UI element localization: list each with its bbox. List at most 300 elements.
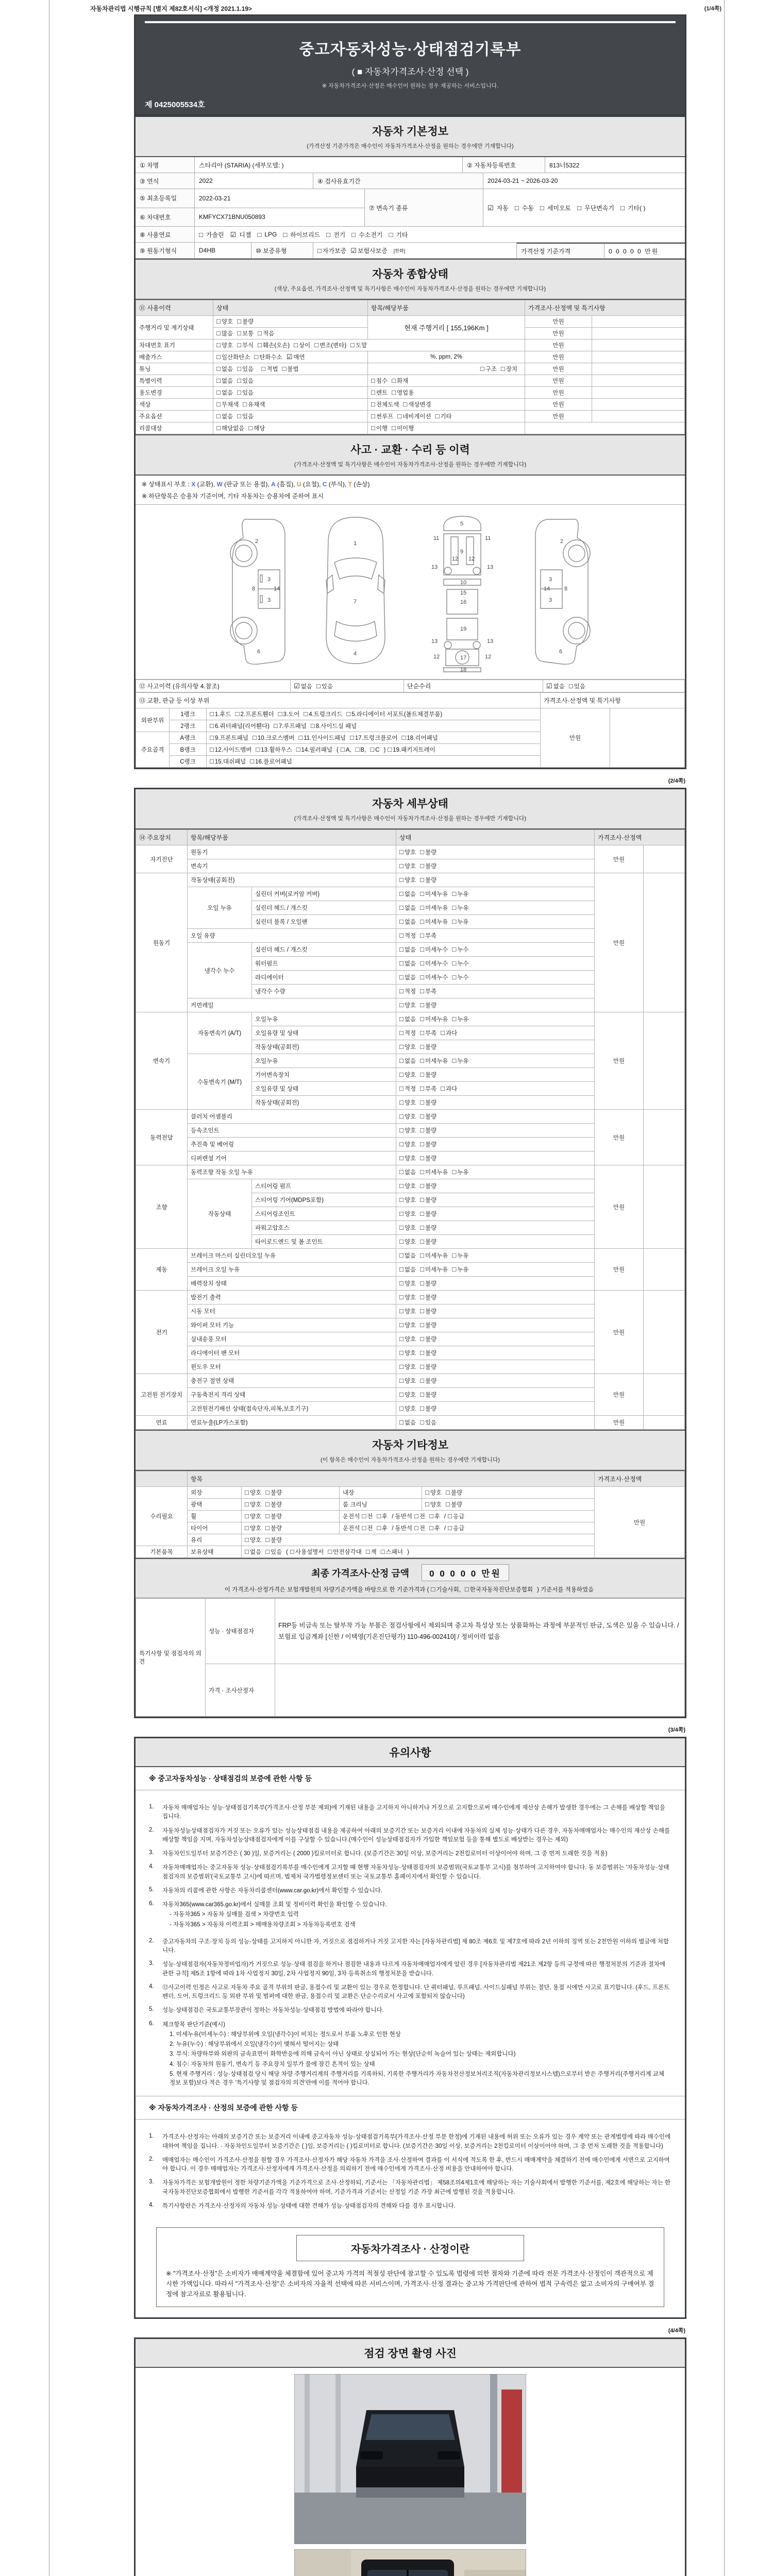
checkbox-icon[interactable]: □ — [540, 204, 544, 212]
part-label: 작동상태(공회전) — [252, 1040, 396, 1054]
checkbox-icon[interactable]: □ — [452, 890, 457, 897]
part-label: 라디에이터 — [252, 971, 396, 985]
panel-number: 12 — [468, 556, 475, 562]
checkbox-icon[interactable]: □ — [420, 931, 424, 939]
checkbox-icon[interactable]: □ — [425, 1488, 429, 1496]
checkbox-icon[interactable]: □ — [420, 1321, 424, 1329]
panel-number: 12 — [433, 654, 440, 660]
special-history-checkboxes — [213, 375, 368, 387]
checkbox-icon[interactable]: □ — [420, 1363, 424, 1370]
checkbox-icon[interactable]: □ — [237, 388, 241, 396]
photo-header — [136, 2339, 685, 2368]
inspection-period-value: 2024-03-21 ~ 2026-03-20 — [488, 177, 558, 184]
detail-header — [136, 789, 685, 829]
checkbox-icon[interactable]: □ — [371, 400, 375, 408]
checkbox-icon[interactable]: □ — [258, 329, 262, 337]
notice-subitem: 1. 미세누유(미세누수) : 해당부위에 오일(냉각수)이 비치는 정도로서 부품 노후로 인한 현상 — [170, 2031, 401, 2038]
checkbox-icon[interactable]: □ — [261, 365, 266, 372]
checkbox-icon[interactable]: □ — [237, 329, 241, 337]
checkbox-icon[interactable]: □ — [429, 1524, 433, 1532]
checkbox-icon[interactable]: □ — [397, 412, 402, 420]
checkbox-label: 가솔린 — [206, 231, 224, 239]
checkbox-icon[interactable]: □ — [399, 1140, 404, 1148]
checkbox-icon[interactable]: □ — [245, 1512, 249, 1520]
checkbox-icon[interactable]: □ — [265, 1548, 270, 1555]
state-code-letter: T — [348, 481, 352, 488]
checkbox-icon[interactable]: □ — [420, 1210, 424, 1217]
part-label: 오일유량 및 상태 — [252, 1026, 396, 1040]
checkbox-icon[interactable]: □ — [420, 1224, 424, 1231]
checkbox-label: LPG — [264, 231, 277, 238]
checkbox-icon[interactable]: □ — [420, 1279, 424, 1287]
checkbox-icon[interactable]: □ — [399, 931, 404, 939]
checkbox-icon[interactable]: □ — [210, 722, 214, 730]
checkbox-icon[interactable]: □ — [399, 1084, 404, 1092]
checkbox-label: 불량 — [270, 1526, 282, 1532]
notice-list-2 — [136, 1938, 685, 2096]
checkbox-icon[interactable]: □ — [210, 710, 214, 718]
checkbox-icon[interactable]: □ — [265, 1536, 270, 1544]
checkbox-icon[interactable]: □ — [420, 1071, 424, 1078]
checkbox-icon[interactable]: □ — [414, 1512, 418, 1520]
checkbox-icon[interactable]: □ — [452, 1251, 457, 1259]
checkbox-icon[interactable]: □ — [399, 1377, 404, 1384]
inline-text: 운전석 — [343, 1514, 360, 1520]
checkbox-icon[interactable]: □ — [577, 204, 581, 212]
checkbox-icon[interactable]: □ — [399, 1126, 404, 1134]
checkbox-icon[interactable]: □ — [278, 710, 282, 718]
checkbox-icon[interactable]: □ — [420, 876, 424, 884]
checkbox-icon[interactable]: □ — [257, 230, 262, 239]
checkbox-icon[interactable]: □ — [346, 710, 351, 718]
checkbox-icon[interactable]: □ — [310, 722, 315, 730]
checkbox-icon[interactable]: □ — [314, 341, 319, 349]
checkbox-icon[interactable]: □ — [392, 388, 396, 396]
checkbox-icon[interactable]: □ — [362, 1524, 366, 1532]
checkbox-icon[interactable]: □ — [377, 1524, 381, 1532]
inline-text: 운전석 — [343, 1526, 360, 1532]
fuel-type-checkboxes — [195, 227, 685, 242]
opinion-label: 특기사항 및 점검자의 의견 — [136, 1599, 206, 1717]
checkbox-icon[interactable]: □ — [399, 904, 404, 911]
price-unit: 만원 — [525, 399, 592, 411]
notice-item-text: 자동차 매매업자는 성능·상태점검기록부(가격조사·산정 부분 제외)에 기재된 내용을 고지하지 아니하거나 거짓으로 고지함으로써 매수인에게 재산상 손해가 발생한 경우에는 그 손해를 배상할 책임을 집니다. — [162, 1805, 665, 1820]
checkbox-icon[interactable]: □ — [420, 848, 424, 856]
checkbox-icon[interactable]: □ — [420, 1126, 424, 1134]
part-label: 스티어링 펌프 — [252, 1179, 396, 1193]
checkbox-icon[interactable]: □ — [420, 1015, 424, 1023]
checkbox-icon[interactable]: □ — [420, 904, 424, 911]
checkbox-icon[interactable]: □ — [290, 1548, 294, 1555]
checkbox-icon[interactable]: □ — [237, 377, 241, 384]
checkbox-icon[interactable]: □ — [399, 1210, 404, 1217]
checkbox-icon[interactable]: □ — [452, 1015, 457, 1023]
checkbox-icon[interactable]: □ — [399, 1112, 404, 1120]
inline-text: / — [444, 1514, 446, 1520]
checkbox-icon[interactable]: □ — [420, 1029, 424, 1037]
checkbox-icon[interactable]: □ — [399, 959, 404, 967]
checkbox-icon[interactable]: □ — [399, 1404, 404, 1412]
basic-info-subtitle: (가격산정 기준가격은 매수인이 자동차가격조사·산정을 원하는 경우에만 기재합니다) — [307, 143, 514, 149]
checkbox-icon[interactable]: □ — [420, 1293, 424, 1301]
checkbox-label: 부식 — [242, 343, 254, 349]
panel-number: 18 — [460, 667, 467, 673]
checkbox-icon[interactable]: □ — [355, 745, 360, 753]
checkbox-icon[interactable]: □ — [420, 1335, 424, 1343]
checkbox-icon[interactable]: □ — [237, 341, 241, 349]
legend-note: ※ 하단항목은 승용차 기준이며, 기타 자동차는 승용차에 준하여 표시 — [142, 493, 324, 500]
state-code-desc: (손상) — [351, 481, 370, 488]
checkbox-label: 장치 — [506, 366, 517, 372]
checkbox-icon[interactable]: □ — [371, 424, 375, 432]
checkbox-icon[interactable]: □ — [420, 1196, 424, 1204]
checkbox-icon[interactable]: □ — [514, 204, 519, 212]
checkbox-icon[interactable]: □ — [446, 1488, 450, 1496]
row-label: 차대번호 표기 — [136, 340, 213, 351]
checkbox-icon[interactable]: □ — [420, 945, 424, 953]
checkbox-icon[interactable]: □ — [340, 745, 345, 753]
checkbox-icon[interactable]: □ — [210, 757, 214, 765]
checkbox-icon[interactable]: □ — [371, 377, 375, 384]
checkbox-icon[interactable]: □ — [452, 945, 457, 953]
part-label: 오일유량 및 상태 — [252, 1082, 396, 1096]
checkbox-icon[interactable]: □ — [399, 1071, 404, 1078]
legend-prefix: ※ 상태표시 부호 : — [142, 481, 192, 488]
notice-item — [149, 1984, 671, 2002]
checkbox-icon[interactable]: □ — [399, 862, 404, 870]
checkbox-icon[interactable]: □ — [216, 424, 221, 432]
checkbox-icon[interactable]: □ — [282, 365, 287, 372]
checkbox-icon[interactable]: □ — [399, 1265, 404, 1273]
checkbox-icon[interactable]: □ — [420, 1265, 424, 1273]
checkbox-icon[interactable]: □ — [235, 710, 240, 718]
col-header: 항목 — [188, 1471, 595, 1487]
detail-cell — [644, 845, 685, 873]
checkbox-icon[interactable]: □ — [237, 317, 241, 325]
checkbox-label: 양호 — [221, 319, 233, 325]
notice-section2-title: ※ 자동차가격조사 · 산정의 보증에 관한 사항 등 — [136, 2096, 685, 2120]
checkbox-icon[interactable]: □ — [435, 412, 440, 420]
usage-change-detail-checkboxes — [368, 387, 525, 399]
panel-number: 2 — [560, 538, 564, 545]
checkbox-icon[interactable]: □ — [420, 890, 424, 897]
checkbox-icon[interactable]: □ — [420, 987, 424, 995]
checkbox-icon[interactable]: □ — [420, 1112, 424, 1120]
rankB-checkboxes — [207, 744, 541, 756]
checkbox-checked-icon[interactable]: ☑ — [294, 682, 300, 690]
checkbox-icon[interactable]: □ — [399, 1154, 404, 1162]
checkbox-icon[interactable]: □ — [399, 1029, 404, 1037]
checkbox-icon[interactable]: □ — [420, 1404, 424, 1412]
inspection-photo-front — [294, 2374, 526, 2544]
checkbox-icon[interactable]: □ — [216, 412, 221, 420]
checkbox-icon[interactable]: □ — [401, 734, 406, 741]
checkbox-icon[interactable]: □ — [441, 1029, 445, 1037]
checkbox-icon[interactable]: □ — [399, 876, 404, 884]
checkbox-icon[interactable]: □ — [452, 1265, 457, 1273]
checkbox-icon[interactable]: □ — [420, 1043, 424, 1050]
part-state-checkboxes — [396, 1054, 595, 1068]
final-price-label: 최종 가격조사·산정 금액 — [311, 1568, 410, 1579]
checkbox-icon[interactable]: □ — [403, 400, 408, 408]
checkbox-icon[interactable]: □ — [317, 246, 322, 255]
checkbox-icon[interactable]: □ — [452, 973, 457, 981]
checkbox-icon[interactable]: □ — [420, 1349, 424, 1357]
checkbox-checked-icon[interactable]: ☑ — [350, 246, 357, 255]
checkbox-icon[interactable]: □ — [296, 745, 300, 753]
part-label: 실린더 헤드 / 개스킷 — [252, 901, 396, 915]
notice-item-number: 6. — [149, 2020, 154, 2027]
checkbox-icon[interactable]: □ — [392, 377, 396, 384]
checkbox-icon[interactable]: □ — [216, 377, 221, 384]
checkbox-icon[interactable]: □ — [464, 1585, 469, 1593]
checkbox-label: 있음 — [242, 378, 254, 384]
checkbox-icon[interactable]: □ — [399, 1321, 404, 1329]
state-code-letter: W — [216, 481, 223, 488]
checkbox-icon[interactable]: □ — [420, 918, 424, 925]
checkbox-icon[interactable]: □ — [265, 1512, 270, 1520]
checkbox-icon[interactable]: □ — [420, 862, 424, 870]
checkbox-icon[interactable]: □ — [399, 1251, 404, 1259]
panel-number: 13 — [431, 564, 438, 570]
checkbox-icon[interactable]: □ — [420, 1001, 424, 1009]
checkbox-icon[interactable]: □ — [420, 1140, 424, 1148]
part-state-checkboxes — [396, 1360, 595, 1374]
checkbox-icon[interactable]: □ — [253, 734, 257, 741]
checkbox-icon[interactable]: □ — [399, 1293, 404, 1301]
checkbox-icon[interactable]: □ — [448, 1512, 452, 1520]
etc-table — [136, 1471, 685, 1558]
checkbox-icon[interactable]: □ — [326, 230, 331, 239]
checkbox-icon[interactable]: □ — [399, 1279, 404, 1287]
checkbox-icon[interactable]: □ — [420, 1098, 424, 1106]
part-state-checkboxes — [396, 1249, 595, 1263]
checkbox-icon[interactable]: □ — [399, 1001, 404, 1009]
checkbox-icon[interactable]: □ — [399, 1349, 404, 1357]
checkbox-icon[interactable]: □ — [304, 710, 308, 718]
checkbox-icon[interactable]: □ — [210, 734, 214, 741]
checkbox-icon[interactable]: □ — [265, 1524, 270, 1532]
checkbox-icon[interactable]: □ — [399, 1182, 404, 1190]
checkbox-icon[interactable]: □ — [420, 1084, 424, 1092]
checkbox-icon[interactable]: □ — [245, 1500, 249, 1508]
checkbox-label: 네비게이션 — [402, 414, 431, 420]
engine-type-value: D4HB — [195, 243, 251, 258]
photo-sign-block — [134, 2337, 686, 2576]
checkbox-icon[interactable]: □ — [283, 230, 288, 239]
checkbox-icon[interactable]: □ — [446, 1500, 450, 1508]
checkbox-icon[interactable]: □ — [216, 365, 221, 372]
detail-cell — [644, 1110, 685, 1165]
notice-item-text: 성능·상태점검은 국토교통부장관이 정하는 자동차성능·상태점검 방법에 따라야 합니다. — [162, 2007, 384, 2014]
checkbox-icon[interactable]: □ — [370, 745, 375, 753]
checkbox-icon[interactable]: □ — [399, 1043, 404, 1050]
checkbox-icon[interactable]: □ — [371, 388, 375, 396]
checkbox-icon[interactable]: □ — [389, 230, 393, 239]
checkbox-icon[interactable]: □ — [399, 1391, 404, 1398]
checkbox-icon[interactable]: □ — [248, 424, 253, 432]
checkbox-icon[interactable]: □ — [399, 1335, 404, 1343]
checkbox-icon[interactable]: □ — [216, 329, 221, 337]
part-state-checkboxes — [396, 929, 595, 943]
checkbox-icon[interactable]: □ — [243, 400, 247, 408]
checkbox-icon[interactable]: □ — [256, 745, 260, 753]
comprehensive-table — [136, 300, 685, 434]
notice-block — [134, 1737, 686, 2319]
part-label: 디퍼렌셜 기어 — [188, 1151, 396, 1165]
checkbox-icon[interactable]: □ — [245, 1548, 249, 1555]
checkbox-icon[interactable]: □ — [420, 973, 424, 981]
checkbox-icon[interactable]: □ — [480, 365, 484, 372]
checkbox-icon[interactable]: □ — [420, 1391, 424, 1398]
checkbox-icon[interactable]: □ — [328, 1548, 332, 1555]
checkbox-icon[interactable]: □ — [399, 1015, 404, 1023]
checkbox-icon[interactable]: □ — [452, 904, 457, 911]
room-cleaning-checkboxes — [422, 1499, 595, 1511]
checkbox-icon[interactable]: □ — [365, 1548, 370, 1555]
part-state-checkboxes — [396, 957, 595, 971]
checkbox-icon[interactable]: □ — [399, 973, 404, 981]
checkbox-icon[interactable]: □ — [420, 1182, 424, 1190]
checkbox-icon[interactable]: □ — [216, 353, 221, 361]
checkbox-icon[interactable]: □ — [420, 1238, 424, 1245]
col-header: 가격조사·산정액 및 특기사항 — [525, 300, 685, 316]
part-state-checkboxes — [396, 887, 595, 901]
checkbox-label: 보통 — [242, 331, 254, 337]
checkbox-icon[interactable]: □ — [250, 757, 255, 765]
checkbox-checked-icon[interactable]: ☑ — [286, 353, 293, 361]
checkbox-icon[interactable]: □ — [399, 918, 404, 925]
checkbox-icon[interactable]: □ — [399, 1168, 404, 1176]
row-label: 주요옵션 — [136, 411, 213, 422]
checkbox-icon[interactable]: □ — [350, 734, 354, 741]
checkbox-icon[interactable]: □ — [399, 1418, 404, 1426]
checkbox-icon[interactable]: □ — [298, 734, 303, 741]
notice-title: 유의사항 — [389, 1747, 431, 1759]
checkbox-icon[interactable]: □ — [452, 1168, 457, 1176]
checkbox-icon[interactable]: □ — [258, 341, 262, 349]
row-label: 룸 크리닝 — [340, 1499, 422, 1511]
checkbox-icon[interactable]: □ — [371, 412, 375, 420]
checkbox-icon[interactable]: □ — [420, 1168, 424, 1176]
checkbox-icon[interactable]: □ — [452, 1057, 457, 1064]
checkbox-icon[interactable]: □ — [448, 1524, 452, 1532]
table-row — [136, 399, 685, 411]
checkbox-icon[interactable]: □ — [420, 1057, 424, 1064]
checkbox-icon[interactable]: □ — [350, 341, 355, 349]
emission-checkboxes — [213, 351, 368, 363]
checkbox-label: 없음 — [221, 366, 233, 372]
checkbox-icon[interactable]: □ — [351, 230, 356, 239]
checkbox-icon[interactable]: □ — [420, 1154, 424, 1162]
checkbox-icon[interactable]: □ — [399, 1098, 404, 1106]
checkbox-checked-icon[interactable]: ☑ — [488, 204, 494, 212]
checkbox-icon[interactable]: □ — [452, 959, 457, 967]
checkbox-icon[interactable]: □ — [199, 230, 203, 239]
checkbox-checked-icon[interactable]: ☑ — [230, 230, 237, 239]
checkbox-icon[interactable]: □ — [425, 1500, 429, 1508]
checkbox-label: 불량 — [425, 1183, 437, 1190]
checkbox-icon[interactable]: □ — [620, 204, 625, 212]
checkbox-icon[interactable]: □ — [377, 1512, 381, 1520]
checkbox-icon[interactable]: □ — [265, 1500, 270, 1508]
checkbox-icon[interactable]: □ — [237, 412, 241, 420]
detail-cell — [644, 1012, 685, 1110]
part-state-checkboxes — [396, 1207, 595, 1221]
vin-state-checkboxes — [213, 340, 525, 351]
checkbox-label: 4.트렁크리드 — [309, 711, 343, 718]
checkbox-icon[interactable]: □ — [210, 745, 214, 753]
checkbox-icon[interactable]: □ — [399, 1224, 404, 1231]
checkbox-icon[interactable]: □ — [316, 682, 321, 690]
checkbox-icon[interactable]: □ — [216, 317, 221, 325]
checkbox-icon[interactable]: □ — [399, 945, 404, 953]
checkbox-label: 불량 — [425, 1128, 437, 1134]
checkbox-icon[interactable]: □ — [362, 1512, 366, 1520]
checkbox-label: 없음 — [404, 1420, 416, 1426]
panel-number: 3 — [267, 597, 271, 603]
checkbox-icon[interactable]: □ — [399, 1363, 404, 1370]
checkbox-icon[interactable]: □ — [294, 341, 298, 349]
detail-cell — [644, 1291, 685, 1374]
glass-checkboxes — [242, 1534, 595, 1546]
checkbox-icon[interactable]: □ — [399, 890, 404, 897]
checkbox-icon[interactable]: □ — [414, 1524, 418, 1532]
checkbox-icon[interactable]: □ — [245, 1524, 249, 1532]
checkbox-checked-icon[interactable]: ☑ — [546, 682, 552, 690]
checkbox-icon[interactable]: □ — [273, 722, 278, 730]
checkbox-icon[interactable]: □ — [420, 1377, 424, 1384]
checkbox-icon[interactable]: □ — [568, 682, 573, 690]
checkbox-icon[interactable]: □ — [265, 1488, 270, 1496]
checkbox-icon[interactable]: □ — [245, 1536, 249, 1544]
color-detail-checkboxes — [368, 399, 525, 411]
checkbox-icon[interactable]: □ — [420, 1418, 424, 1426]
panel-number: 6 — [257, 649, 261, 655]
checkbox-icon[interactable]: □ — [399, 1307, 404, 1315]
checkbox-icon[interactable]: □ — [399, 1238, 404, 1245]
checkbox-icon[interactable]: □ — [500, 365, 505, 372]
checkbox-icon[interactable]: □ — [216, 388, 221, 396]
checkbox-icon[interactable]: □ — [420, 1307, 424, 1315]
checkbox-icon[interactable]: □ — [431, 1585, 435, 1593]
checkbox-icon[interactable]: □ — [399, 848, 404, 856]
checkbox-icon[interactable]: □ — [420, 959, 424, 967]
rankC-checkboxes — [207, 756, 541, 768]
panel-number: 14 — [544, 586, 550, 592]
basic-row-year — [136, 173, 685, 189]
checkbox-icon[interactable]: □ — [399, 1057, 404, 1064]
checkbox-icon[interactable]: □ — [245, 1488, 249, 1496]
checkbox-icon[interactable]: □ — [216, 400, 221, 408]
checkbox-label: 없음 — [404, 1267, 416, 1273]
checkbox-icon[interactable]: □ — [429, 1512, 433, 1520]
checkbox-icon[interactable]: □ — [216, 341, 221, 349]
checkbox-icon[interactable]: □ — [399, 1196, 404, 1204]
checkbox-icon[interactable]: □ — [420, 1251, 424, 1259]
row-label: 타이어 — [188, 1522, 242, 1534]
checkbox-icon[interactable]: □ — [441, 1084, 445, 1092]
checkbox-label: 후 — [382, 1526, 388, 1532]
checkbox-icon[interactable]: □ — [237, 365, 241, 372]
checkbox-icon[interactable]: □ — [388, 745, 392, 753]
checkbox-icon[interactable]: □ — [380, 1548, 385, 1555]
panel-number: 14 — [274, 586, 280, 592]
checkbox-icon[interactable]: □ — [452, 918, 457, 925]
checkbox-icon[interactable]: □ — [392, 424, 396, 432]
checkbox-icon[interactable]: □ — [254, 353, 259, 361]
checkbox-icon[interactable]: □ — [399, 987, 404, 995]
